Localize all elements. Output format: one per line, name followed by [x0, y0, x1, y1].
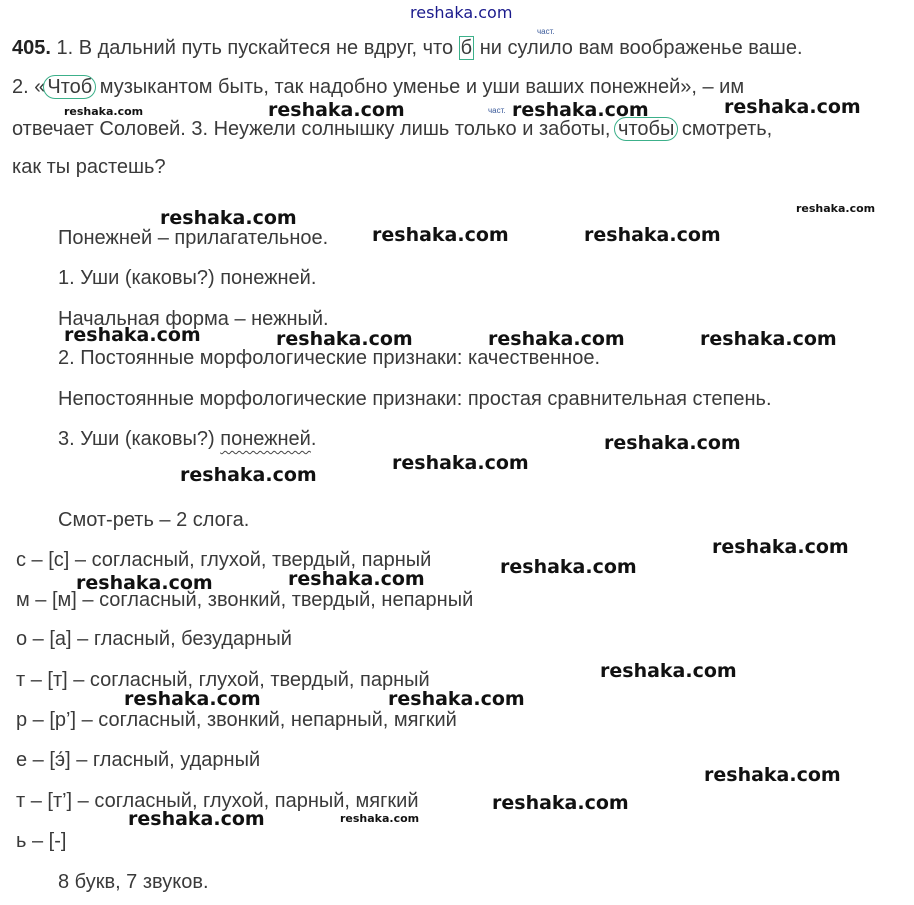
watermark: reshaka.com	[704, 764, 841, 786]
watermark: reshaka.com	[64, 324, 201, 346]
conjunction-circle: Чтоб	[43, 75, 96, 99]
analysis-line: Начальная форма – нежный.	[58, 308, 329, 330]
part-of-speech-note: част.	[488, 106, 506, 115]
watermark: reshaka.com	[500, 556, 637, 578]
analysis-text: 3. Уши (каковы?)	[58, 428, 215, 450]
watermark: reshaka.com	[712, 536, 849, 558]
analysis-text: .	[310, 428, 317, 450]
particle-box: б	[460, 37, 473, 59]
exercise-text: 1. В дальний путь пускайтеся не вдруг, что	[56, 37, 454, 59]
watermark: reshaka.com	[124, 688, 261, 710]
conjunction-circle: чтобы	[614, 117, 678, 141]
analysis-line: 2. Постоянные морфологические признаки: качественное.	[58, 347, 601, 369]
watermark: reshaka.com	[604, 432, 741, 454]
watermark: reshaka.com	[388, 688, 525, 710]
watermark: reshaka.com	[392, 452, 529, 474]
part-of-speech-note: част.	[537, 27, 555, 36]
underlined-word: понежней	[220, 428, 311, 450]
watermark: reshaka.com	[796, 202, 876, 215]
watermark: reshaka.com	[724, 96, 861, 118]
phonetic-row: о – [а] – гласный, безударный	[16, 628, 292, 650]
watermark: reshaka.com	[128, 808, 265, 830]
watermark: reshaka.com	[700, 328, 837, 350]
watermark: reshaka.com	[488, 328, 625, 350]
analysis-line: 1. Уши (каковы?) понежней.	[58, 267, 317, 289]
watermark: reshaka.com	[340, 812, 420, 825]
phonetic-row: т – [т] – согласный, глухой, твердый, парный	[16, 669, 430, 691]
exercise-text: 2. «	[12, 76, 46, 98]
watermark: reshaka.com	[76, 572, 213, 594]
watermark: reshaka.com	[372, 224, 509, 246]
analysis-line: Непостоянные морфологические признаки: простая сравнительная степень.	[58, 388, 772, 410]
watermark: reshaka.com	[268, 99, 405, 121]
phonetic-row: ь – [-]	[16, 830, 67, 852]
exercise-text: отвечает Соловей. 3. Неужели солнышку лишь только и заботы,	[12, 118, 611, 140]
watermark: reshaka.com	[160, 207, 297, 229]
watermark: reshaka.com	[288, 568, 425, 590]
exercise-number: 405.	[12, 37, 51, 59]
phonetic-row: м – [м] – согласный, звонкий, твердый, непарный	[16, 589, 474, 611]
phonetic-summary: 8 букв, 7 звуков.	[58, 871, 209, 893]
watermark: reshaka.com	[492, 792, 629, 814]
exercise-line-2	[12, 75, 744, 99]
phonetic-title: Смот-реть – 2 слога.	[58, 509, 250, 531]
watermark: reshaka.com	[276, 328, 413, 350]
phonetic-row: е – [э́] – гласный, ударный	[16, 749, 261, 771]
watermark: reshaka.com	[512, 99, 649, 121]
watermark: reshaka.com	[64, 105, 144, 118]
phonetic-row: с – [с] – согласный, глухой, твердый, парный	[16, 549, 432, 571]
watermark: reshaka.com	[584, 224, 721, 246]
exercise-text: музыкантом быть, так надобно уменье и уши ваших понежней», – им	[99, 76, 745, 98]
exercise-text: смотреть,	[681, 118, 773, 140]
analysis-line: Понежней – прилагательное.	[58, 227, 329, 249]
exercise-text: ни сулило вам воображенье ваше.	[479, 37, 803, 59]
phonetic-row: р – [р’] – согласный, звонкий, непарный, мягкий	[16, 709, 457, 731]
exercise-line-1	[12, 36, 803, 60]
phonetic-row: т – [т’] – согласный, глухой, парный, мягкий	[16, 790, 419, 812]
analysis-line	[58, 427, 316, 451]
site-header: reshaka.com	[410, 3, 513, 22]
watermark: reshaka.com	[180, 464, 317, 486]
exercise-line-4: как ты растешь?	[12, 156, 166, 178]
watermark: reshaka.com	[600, 660, 737, 682]
